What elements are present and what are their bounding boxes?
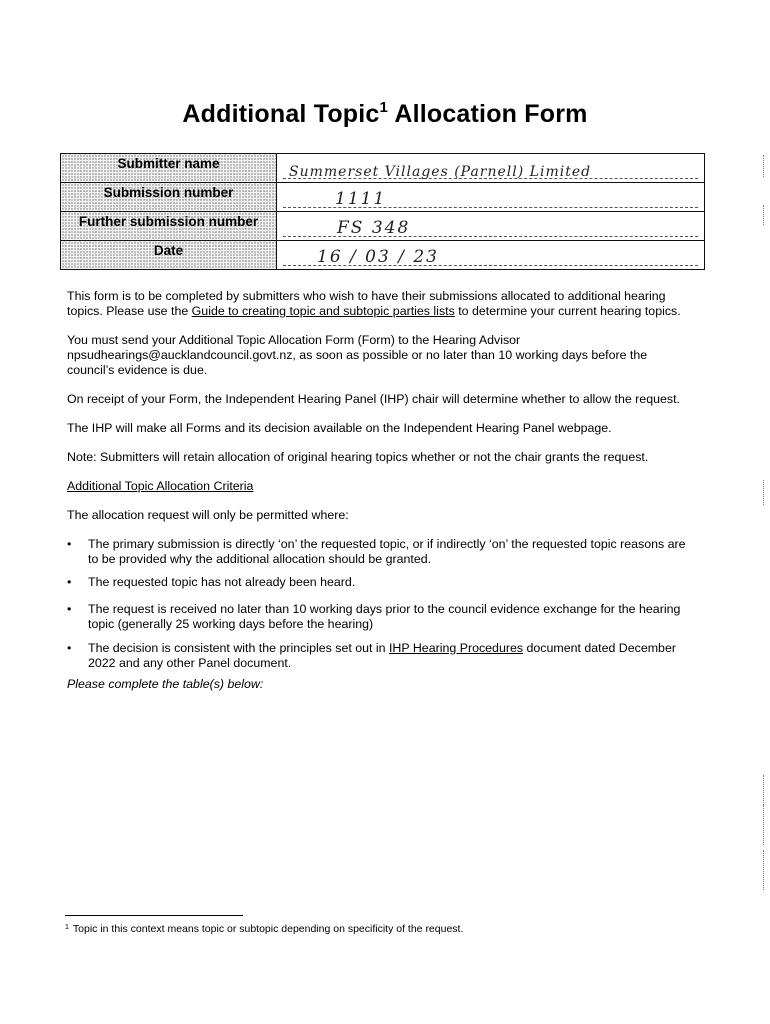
list-item: • The primary submission is directly ‘on’ the requested topic, or if indirectly ‘on’ the requested topic reasons are to be provided why the additional allocation should be granted. xyxy=(67,537,686,566)
submission-number-field[interactable] xyxy=(277,183,705,212)
list-item: • The decision is consistent with the principles set out in IHP Hearing Procedures document dated December 2022 and any other Panel document. xyxy=(67,641,676,670)
scan-edge-marks xyxy=(763,150,765,910)
date-label: Date xyxy=(61,241,277,270)
bullet-icon: • xyxy=(67,641,72,655)
date-value: 16 / 03 / 23 xyxy=(317,247,439,267)
intro-paragraph-2: You must send your Additional Topic Allocation Form (Form) to the Hearing Advisor npsudhearings@aucklandcouncil.govt.nz, as soon as possible or no later than 10 working days before the council’s evidence is due. xyxy=(67,333,648,377)
submitter-name-label: Submitter name xyxy=(61,154,277,183)
bullet-icon: • xyxy=(67,537,72,551)
footnote xyxy=(65,923,463,935)
further-submission-number-value: FS 348 xyxy=(337,218,411,238)
submission-number-value: 1111 xyxy=(335,189,387,209)
intro-paragraph-5: Note: Submitters will retain allocation of original hearing topics whether or not the chair grants the request. xyxy=(67,450,649,464)
submitter-name-value: Summerset Villages (Parnell) Limited xyxy=(289,164,592,180)
criteria-lead: The allocation request will only be permitted where: xyxy=(67,508,349,522)
table-instruction: Please complete the table(s) below: xyxy=(67,677,264,691)
list-item: • The request is received no later than 10 working days prior to the council evidence exchange for the hearing topic (generally 25 working days before the hearing) xyxy=(67,602,681,631)
title-part2: Allocation Form xyxy=(394,100,588,128)
submission-number-label: Submission number xyxy=(61,183,277,212)
bullet-icon: • xyxy=(67,602,72,616)
intro-paragraph-3: On receipt of your Form, the Independent Hearing Panel (IHP) chair will determine whether to allow the request. xyxy=(67,392,680,406)
footnote-marker: 1 xyxy=(65,924,69,931)
ihp-procedures-link[interactable]: IHP Hearing Procedures xyxy=(388,641,524,655)
criteria-heading: Additional Topic Allocation Criteria xyxy=(67,479,254,493)
list-item: • The requested topic has not already been heard. xyxy=(67,575,356,589)
form-body xyxy=(67,289,697,706)
title-part1: Additional Topic xyxy=(182,100,380,128)
further-submission-number-label: Further submission number xyxy=(61,212,277,241)
table-row xyxy=(61,212,705,241)
title-footnote-marker[interactable]: 1 xyxy=(379,99,389,116)
guide-link[interactable]: Guide to creating topic and subtopic parties lists xyxy=(191,304,455,318)
table-row xyxy=(61,183,705,212)
table-row xyxy=(61,241,705,270)
intro-paragraph-4: The IHP will make all Forms and its decision available on the Independent Hearing Panel webpage. xyxy=(67,421,612,435)
submitter-info-table xyxy=(60,153,705,270)
table-row xyxy=(61,154,705,183)
page-title xyxy=(0,100,770,129)
criteria-list xyxy=(67,537,697,671)
date-field[interactable] xyxy=(277,241,705,270)
submitter-name-field[interactable] xyxy=(277,154,705,183)
footnote-divider xyxy=(65,915,243,916)
bullet-icon: • xyxy=(67,575,72,589)
further-submission-number-field[interactable] xyxy=(277,212,705,241)
footnote-text: Topic in this context means topic or subtopic depending on specificity of the request. xyxy=(72,923,464,935)
intro-paragraph-1: This form is to be completed by submitters who wish to have their submissions allocated to additional hearing topics. Please use the Guide to creating topic and subtopic parties lists to determine your current hearing topics. xyxy=(67,289,681,318)
